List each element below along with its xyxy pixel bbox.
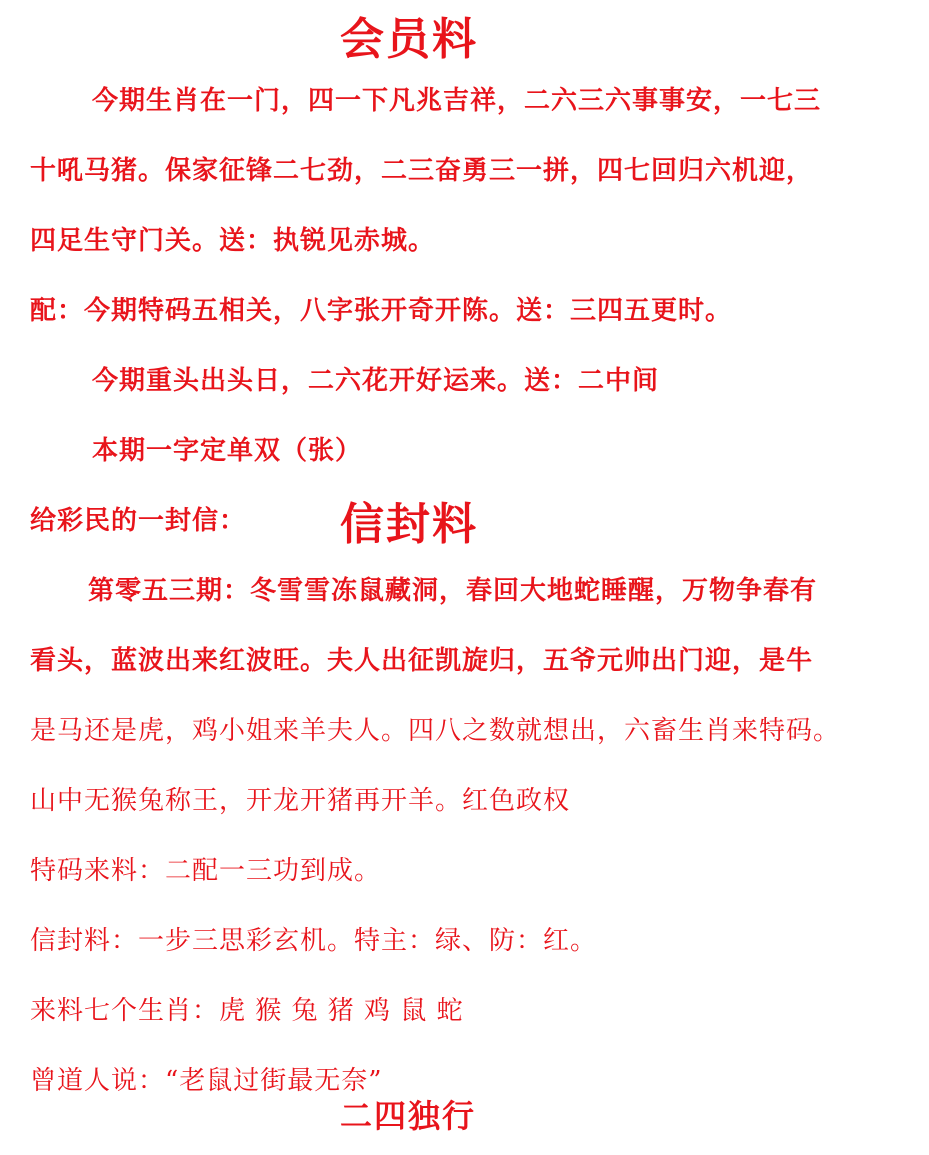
letter-line-4: 山中无猴兔称王，开龙开猪再开羊。红色政权	[30, 786, 571, 816]
member-line-2: 十吼马猪。保家征锋二七劲，二三奋勇三一拼，四七回归六机迎，	[30, 156, 814, 186]
letter-line-5: 特码来料：二配一三功到成。	[30, 856, 382, 886]
letter-line-1: 第零五三期：冬雪雪冻鼠藏洞，春回大地蛇睡醒，万物争春有	[88, 576, 818, 606]
section-title: 信封料	[340, 499, 478, 550]
letter-intro: 给彩民的一封信：	[30, 506, 247, 536]
member-line-4: 配：今期特码五相关，八字张开奇开陈。送：三四五更时。	[30, 296, 733, 326]
letter-line-8: 曾道人说：“老鼠过街最无奈”	[30, 1066, 383, 1096]
letter-line-2: 看头，蓝波出来红波旺。夫人出征凯旋归，五爷元帅出门迎，是牛	[30, 646, 814, 676]
letter-line-3: 是马还是虎，鸡小姐来羊夫人。四八之数就想出，六畜生肖来特码。	[30, 716, 841, 746]
page-title: 会员料	[340, 14, 478, 65]
member-line-3: 四足生守门关。送：执锐见赤城。	[30, 226, 436, 256]
letter-line-6: 信封料：一步三思彩玄机。特主：绿、防：红。	[30, 926, 598, 956]
member-line-1: 今期生肖在一门，四一下凡兆吉祥，二六三六事事安，一七三	[92, 86, 822, 116]
letter-line-7: 来料七个生肖：虎 猴 兔 猪 鸡 鼠 蛇	[30, 996, 464, 1026]
member-line-5: 今期重头出头日，二六花开好运来。送：二中间	[92, 366, 660, 396]
footer-title: 二四独行	[340, 1097, 477, 1135]
member-line-6: 本期一字定单双（张）	[92, 436, 363, 466]
